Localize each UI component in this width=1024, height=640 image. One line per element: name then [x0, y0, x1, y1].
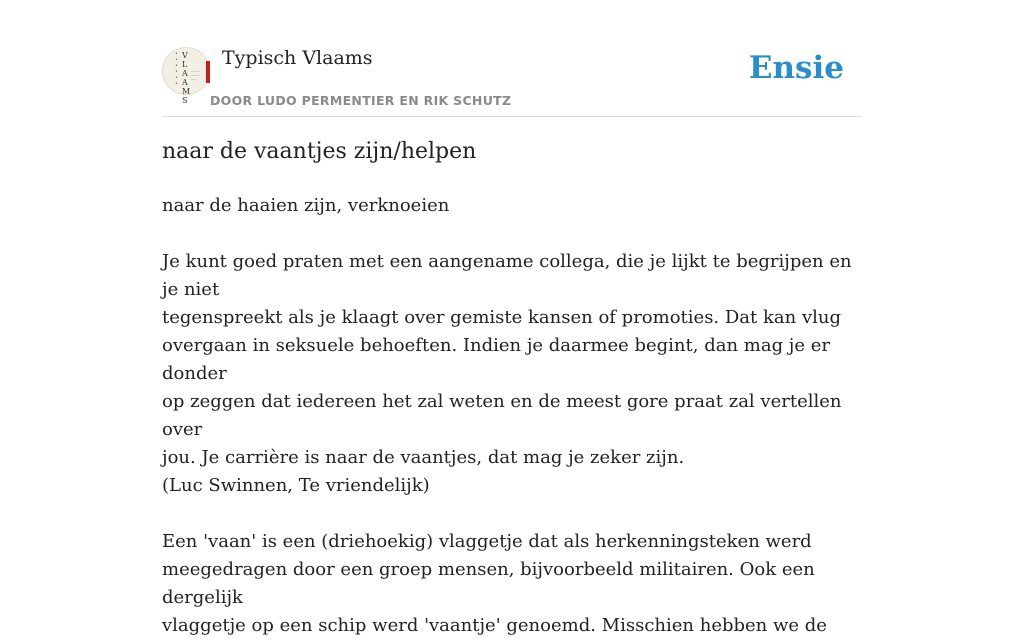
logo-red-band	[206, 61, 210, 83]
example-line: op zeggen dat iedereen het zal weten en de meest gore praat zal vertellen over	[162, 391, 842, 440]
book-cover-logo[interactable]	[162, 47, 210, 105]
explanation-line: Een 'vaan' is een (driehoekig) vlaggetje dat als herkenningsteken werd	[162, 531, 812, 552]
example-line: jou. Je carrière is naar de vaantjes, dat mag je zeker zijn.	[162, 447, 685, 468]
logo-small-print: ——— ——— ——	[191, 69, 200, 81]
logo-letters: V L A A M S	[182, 51, 191, 105]
example-line: overgaan in seksuele behoeften. Indien je daarmee begint, dan mag je er donder	[162, 335, 831, 384]
example-line: tegenspreekt als je klaagt over gemiste kansen of promoties. Dat kan vlug	[162, 307, 841, 328]
entry-content	[162, 192, 864, 640]
example-source: (Luc Swinnen, Te vriendelijk)	[162, 475, 430, 496]
example-line: Je kunt goed praten met een aangename collega, die je lijkt te begrijpen en je niet	[162, 251, 852, 300]
book-authors: DOOR LUDO PERMENTIER EN RIK SCHUTZ	[210, 93, 512, 108]
explanation-line: vlaggetje op een schip werd 'vaantje' genoemd. Misschien hebben we de	[162, 615, 827, 636]
explanation-line: meegedragen door een groep mensen, bijvoorbeeld militairen. Ook een dergelijk	[162, 559, 815, 608]
logo-side-text: • • • • • •	[175, 51, 178, 87]
entry-title: naar de vaantjes zijn/helpen	[162, 139, 477, 164]
ensie-logo-link[interactable]: Ensie	[748, 50, 844, 86]
book-title[interactable]: Typisch Vlaams	[222, 47, 373, 69]
header	[162, 40, 862, 117]
entry-definition: naar de haaien zijn, verknoeien	[162, 195, 450, 216]
